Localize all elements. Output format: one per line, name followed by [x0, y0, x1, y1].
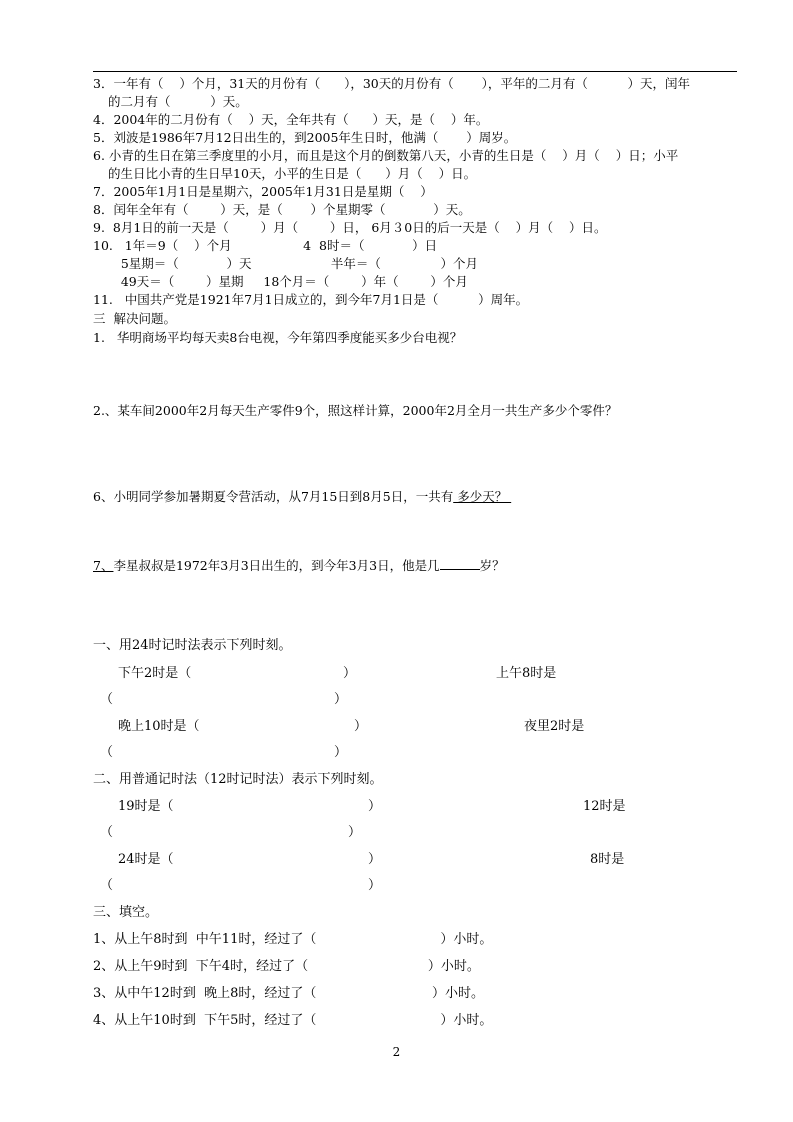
part-2-item-d-open: （ — [100, 878, 114, 893]
part-1-item-a-close: ） — [343, 666, 357, 681]
part-2-item-a-close: ） — [368, 799, 382, 814]
problem-7-blank — [440, 557, 480, 570]
question-3-line1: 3．一年有（ ）个月，31天的月份有（ ），30天的月份有（ ），平年的二月有（ ）天，闰年 — [93, 76, 691, 91]
question-6-line1: 6. 小青的生日在第三季度里的小月，而且是这个月的倒数第八天，小青的生日是（ ）月（ ）日；小平 — [93, 148, 679, 163]
part-3-item-1: 1、从上午8时到 中午11时，经过了（ ）小时。 — [93, 932, 493, 947]
part-1-item-d-open: （ — [100, 745, 114, 760]
question-10-line2: 5星期＝（ ）天 半年＝（ ）个月 — [93, 256, 479, 271]
problem-7-suffix: 岁？ — [479, 558, 505, 573]
part-3-item-4: 4、从上午10时到 下午5时，经过了（ ）小时。 — [93, 1013, 493, 1028]
part-3-item-3: 3、从中午12时到 晚上8时，经过了（ ）小时。 — [93, 986, 485, 1001]
part-3-heading: 三、填空。 — [93, 905, 159, 920]
question-3-line2: 的二月有（ ）天。 — [108, 94, 248, 109]
part-2-heading: 二、用普通记时法（12时记时法）表示下列时刻。 — [93, 772, 383, 787]
part-2-item-a: 19时是（ — [118, 799, 174, 814]
problem-7-text: 李星叔叔是1972年3月3日出生的，到今年3月3日，他是几 — [113, 558, 440, 573]
question-9: 9. 8月1日的前一天是（ ）月（ ）日， 6月３0日的后一天是（ ）月（ ）日。 — [93, 220, 607, 235]
part-1-item-d-close: ） — [334, 745, 348, 760]
part-1-item-a: 下午2时是（ — [118, 666, 192, 681]
problem-2: 2.、某车间2000年2月每天生产零件9个，照这样计算，2000年2月全月一共生产多少个零件？ — [93, 403, 618, 418]
question-10-line1: 10. 1年＝9（ ）个月 4 8时＝（ ）日 — [93, 238, 438, 253]
part-2-item-c: 24时是（ — [118, 852, 174, 867]
problem-1: 1. 华明商场平均每天卖8台电视，今年第四季度能买多少台电视？ — [93, 330, 463, 345]
problem-7-prefix: 7、 — [93, 558, 114, 573]
part-1-heading: 一、用24时记时法表示下列时刻。 — [93, 638, 292, 653]
part-2-item-b-open: （ — [100, 825, 114, 840]
problem-6-text: 6、小明同学参加暑期夏令营活动，从7月15日到8月5日，一共有 — [93, 489, 454, 504]
part-1-item-c-close: ） — [354, 719, 368, 734]
part-1-item-c: 晚上10时是（ — [118, 719, 200, 734]
page-number: 2 — [392, 1045, 401, 1059]
question-11: 11. 中国共产党是1921年7月1日成立的，到今年7月1日是（ ）周年。 — [93, 292, 529, 307]
part-3-item-2: 2、从上午9时到 下午4时，经过了（ ）小时。 — [93, 959, 480, 974]
part-1-item-b-open: （ — [100, 692, 114, 707]
part-1-item-d: 夜里2时是 — [524, 719, 585, 734]
part-1-item-b: 上午8时是 — [496, 666, 557, 681]
part-1-item-b-close: ） — [334, 692, 348, 707]
part-2-item-d: 8时是 — [590, 852, 625, 867]
problem-6-underlined: 多少天？ — [453, 489, 512, 504]
part-2-item-b: 12时是 — [583, 799, 626, 814]
question-10-line3: 49天＝（ ）星期 18个月＝（ ）年（ ）个月 — [93, 274, 468, 289]
section-3-heading: 三 解决问题。 — [93, 311, 176, 326]
part-2-item-b-close: ） — [348, 825, 362, 840]
question-5: 5．刘波是1986年7月12日出生的，到2005年生日时，他满（ ）周岁。 — [93, 130, 517, 145]
problem-7 — [93, 557, 505, 574]
question-6-line2: 的生日比小青的生日早10天，小平的生日是（ ）月（ ）日。 — [108, 166, 477, 181]
question-7: 7．2005年1月1日是星期六，2005年1月31日是星期（ ） — [93, 184, 433, 199]
question-8: 8．闰年全年有（ ）天，是（ ）个星期零（ ）天。 — [93, 202, 471, 217]
question-4: 4．2004年的二月份有（ ）天，全年共有（ ）天，是（ ）年。 — [93, 112, 489, 127]
part-2-item-c-close: ） — [368, 852, 382, 867]
header-rule — [93, 71, 737, 72]
part-2-item-d-close: ） — [368, 878, 382, 893]
problem-6 — [93, 489, 511, 505]
